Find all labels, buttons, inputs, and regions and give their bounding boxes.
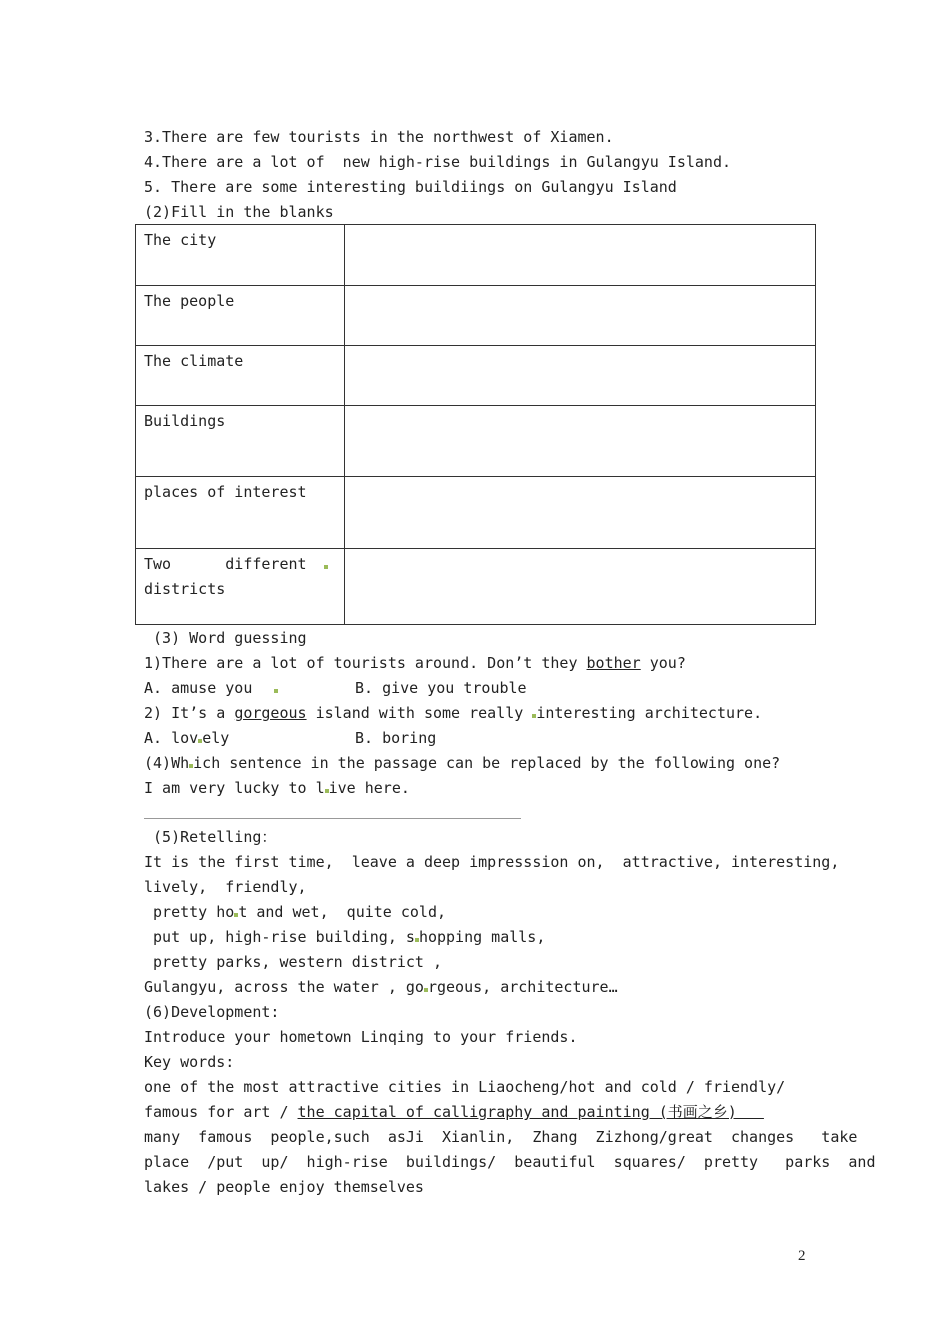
q1-text: 1)There are a lot of tourists around. Don’t they [144, 654, 587, 672]
retelling-heading: (5)Retelling： [144, 828, 277, 846]
key-words-line-5: lakes / people enjoy themselves [144, 1178, 424, 1196]
retelling-line-4-end: hopping malls, [418, 928, 546, 946]
retelling-line-2: lively, friendly, [144, 878, 307, 896]
q2-option-a-end: ely [202, 729, 230, 747]
development-task: Introduce your hometown Linqing to your friends. [144, 1028, 578, 1046]
table-row [136, 286, 816, 346]
retelling-line-3-end: t and wet, quite cold, [238, 903, 447, 921]
table-row [136, 406, 816, 477]
statement-5: 5. There are some interesting buildiings on Gulangyu Island [144, 178, 677, 196]
answer-cell-city[interactable] [345, 225, 816, 286]
key-words-label: Key words: [144, 1053, 235, 1071]
answer-line [144, 818, 521, 819]
q2-option-b: B. boring [355, 729, 437, 747]
statement-3: 3.There are few tourists in the northwest of Xiamen. [144, 128, 614, 146]
replace-question [144, 751, 780, 776]
replace-question-start: (4)Wh [144, 754, 190, 772]
retelling-line-6-start: Gulangyu, across the water , go [144, 978, 424, 996]
row-label-districts-line1: Two different [144, 555, 307, 573]
retelling-line-3-start: pretty ho [144, 903, 235, 921]
row-label-districts-line2: districts [144, 580, 226, 598]
retelling-line-4 [144, 925, 545, 950]
q2-option-a: A. lov [144, 729, 199, 747]
retelling-line-6-end: rgeous, architecture… [427, 978, 618, 996]
question-1 [144, 651, 686, 676]
q1-option-b: B. give you trouble [355, 679, 527, 697]
row-label-districts [136, 549, 345, 625]
answer-cell-places[interactable] [345, 477, 816, 549]
replace-sentence [144, 776, 410, 801]
table-row [136, 346, 816, 406]
word-guessing-heading: (3) Word guessing [144, 629, 307, 647]
row-label-places: places of interest [136, 477, 345, 549]
question-1-options [144, 676, 527, 701]
q2-text: 2) It’s a [144, 704, 235, 722]
q2-text-end: interesting architecture. [536, 704, 763, 722]
key-words-line-3: many famous people,such asJi Xianlin, Zhang Zizhong/great changes take [144, 1128, 858, 1146]
marker-dot [324, 565, 328, 569]
retelling-line-5: pretty parks, western district , [144, 953, 443, 971]
row-label-city: The city [136, 225, 345, 286]
development-heading: (6)Development: [144, 1003, 280, 1021]
retelling-line-6 [144, 975, 618, 1000]
table-row [136, 477, 816, 549]
page-number: 2 [798, 1248, 806, 1264]
row-label-climate: The climate [136, 346, 345, 406]
answer-cell-climate[interactable] [345, 346, 816, 406]
key-words-line-4: place /put up/ high-rise buildings/ beautiful squares/ pretty parks and [144, 1153, 876, 1171]
answer-cell-buildings[interactable] [345, 406, 816, 477]
retelling-line-1: It is the first time, leave a deep impresssion on, attractive, interesting, [144, 853, 840, 871]
retelling-line-3 [144, 900, 446, 925]
replace-sentence-start: I am very lucky to l [144, 779, 325, 797]
answer-cell-people[interactable] [345, 286, 816, 346]
q1-underlined-word: bother [586, 654, 641, 672]
q1-option-a: A. amuse you [144, 679, 253, 697]
answer-cell-districts[interactable] [345, 549, 816, 625]
statement-4: 4.There are a lot of new high-rise buildings in Gulangyu Island. [144, 153, 731, 171]
marker-dot [274, 689, 278, 693]
question-2-options [144, 726, 437, 751]
table-row [136, 549, 816, 625]
retelling-line-4-start: put up, high-rise building, s [144, 928, 415, 946]
q1-text-end: you? [640, 654, 686, 672]
key-words-line-2-start: famous for art / [144, 1103, 298, 1121]
q2-underlined-word: gorgeous [234, 704, 307, 722]
key-words-line-1: one of the most attractive cities in Liaocheng/hot and cold / friendly/ [144, 1078, 786, 1096]
replace-question-end: ich sentence in the passage can be replaced by the following one? [193, 754, 781, 772]
replace-sentence-end: ive here. [328, 779, 410, 797]
key-words-underlined: the capital of calligraphy and painting (书画之乡) [297, 1103, 764, 1121]
fill-blanks-heading: (2)Fill in the blanks [144, 203, 334, 221]
row-label-buildings: Buildings [136, 406, 345, 477]
table-row [136, 225, 816, 286]
row-label-people: The people [136, 286, 345, 346]
question-2 [144, 701, 762, 726]
key-words-line-2 [144, 1100, 764, 1125]
q2-text-mid: island with some really [306, 704, 533, 722]
fill-blanks-table [135, 224, 816, 625]
